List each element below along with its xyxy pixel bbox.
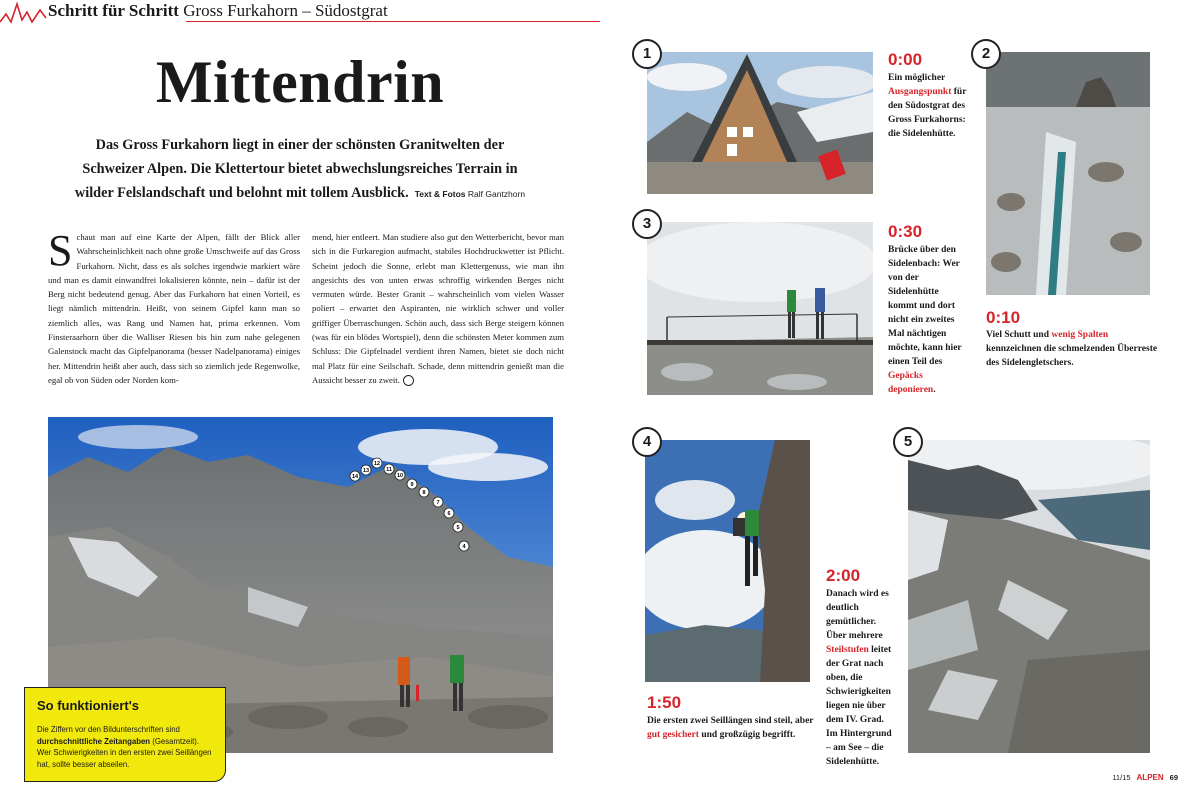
svg-text:11: 11 <box>386 467 392 473</box>
route-marker <box>395 470 405 480</box>
step-3-caption <box>888 243 968 397</box>
svg-text:12: 12 <box>373 461 381 467</box>
step-3-number: 3 <box>632 209 662 239</box>
svg-text:10: 10 <box>396 473 404 479</box>
step-5-highlight: Steilstufen <box>826 645 869 655</box>
svg-text:13: 13 <box>362 468 370 474</box>
photo-3-bridge <box>647 222 873 395</box>
running-header <box>48 1 388 21</box>
svg-text:4: 4 <box>462 544 466 550</box>
body-column-2 <box>312 230 564 387</box>
info-line2: Wer Schwierigkeiten in den ersten zwei Seillängen hat, sollte besser abseilen. <box>37 748 212 769</box>
svg-text:14: 14 <box>351 474 359 480</box>
route-marker <box>459 541 469 551</box>
step-5-number: 5 <box>893 427 923 457</box>
step-4-highlight: gut gesichert <box>647 730 699 740</box>
body-column-1 <box>48 226 300 387</box>
step-1-time: 0:00 <box>888 50 923 69</box>
page-number: 69 <box>1169 773 1178 782</box>
route-marker <box>350 471 360 481</box>
step-4-number: 4 <box>632 427 662 457</box>
route-marker <box>419 487 429 497</box>
step-2-time: 0:10 <box>986 308 1021 327</box>
lede <box>70 133 530 206</box>
svg-text:6: 6 <box>447 511 451 517</box>
credit <box>415 189 525 199</box>
svg-text:9: 9 <box>410 482 414 488</box>
lede-text: Das Gross Furkahorn liegt in einer der schönsten Granitwelten der Schweizer Alpen. Die Klettertour bietet abwechslungsreiches Terrain in wilder Felslandschaft und belohnt mit tollem Ausblick. <box>74 137 518 201</box>
end-mark-icon <box>403 375 414 386</box>
step-2-highlight: wenig Spalten <box>1051 330 1109 340</box>
route-marker <box>453 522 463 532</box>
body-text-2: mend, hier entleert. Man studiere also gut den Wetterbericht, bevor man sich in die Furkaregion aufmacht, stabiles Hochdruckwetter ist Pflicht. Scheint jedoch die Sonne, erlebt man Klettergenuss, wie man ihn angesichts des von unten etwas schroffig wirkenden Berges nicht vermuten würde. Bester Granit – wahrscheinlich vom vielen Wasser poliert – erwartet den Aspiranten, nie wirklich schwer und voller griffiger Überraschungen. Schön auch, dass sich Berge steigern können (was für ein blödes Wortspiel), denn die schönsten Meter kommen zum Schluss: Die Gipfelnadel verdient ihren Namen, bietet sie doch nicht mal Platz für eine Seilschaft. Schade, denn mittendrin genießt man die Aussicht besser zu zweit. <box>312 232 564 385</box>
step-5-pre: Danach wird es deutlich gemütlicher. Über mehrere <box>826 589 889 641</box>
step-3-time: 0:30 <box>888 222 923 241</box>
footer-brand: ALPEN <box>1136 773 1164 782</box>
step-1-post: für den Südostgrat des Gross Furkahorns: die Sidelenhütte. <box>888 87 967 139</box>
info-box <box>24 687 226 782</box>
page-title: Mittendrin <box>155 49 445 115</box>
info-line1: Die Ziffern vor den Bildunterschriften sind <box>37 725 180 734</box>
info-box-text <box>37 724 222 770</box>
zigzag-logo-icon <box>0 0 48 28</box>
step-4-time: 1:50 <box>647 693 682 712</box>
step-4-pre: Die ersten zwei Seillängen sind steil, aber <box>647 716 814 726</box>
header-subject: Gross Furkahorn – Südostgrat <box>183 1 388 20</box>
info-line1-end: (Gesamtzeit). <box>152 736 200 746</box>
photo-5-ridge <box>908 440 1150 753</box>
route-marker <box>384 464 394 474</box>
photo-1-hut <box>647 52 873 194</box>
step-5-post: leitet der Grat nach oben, die Schwierigkeiten liegen nie über dem IV. Grad. Im Hintergrund – am See – die Sidelenhütte. <box>826 645 892 767</box>
route-marker <box>407 479 417 489</box>
step-1-number: 1 <box>632 39 662 69</box>
step-2-pre: Viel Schutt und <box>986 330 1049 340</box>
step-3-post: . <box>933 385 936 395</box>
header-section: Schritt für Schritt <box>48 1 179 20</box>
step-2-post: kennzeichnen die schmelzenden Überreste des Sidelengletschers. <box>986 344 1158 368</box>
header-rule <box>186 21 600 22</box>
drop-cap: S <box>48 226 73 275</box>
page-footer <box>1112 773 1178 782</box>
step-2-number: 2 <box>971 39 1001 69</box>
route-marker <box>444 508 454 518</box>
step-4-caption <box>647 714 827 742</box>
body-text-1: chaut man auf eine Karte der Alpen, fällt der Blick aller Wahrscheinlichkeit nach ohne große Umschweife auf das Gross Furkahorn. Nicht, dass es als solches irgendwie markiert wäre und man es damit einwandfrei lokalisieren könnte, nein – dafür ist der Berg nicht bedeutend genug. Aber das Furkahorn hat einen Vorteil, es liegt nämlich mittendrin. Heißt, von seinem Gipfel kann man so ziemlich alles, was Rang und Namen hat, prima erkennen. Vom Finsteraarhorn über die Walliser Riesen bis hin zum nahe gelegenen Galenstock macht das Gipfelpanorama (besser Nadelpanorama) einiges her. Mittendrin heißt aber auch, dass sich so ziemlich jede Regenwolke, egal ob von Süden oder Norden kom- <box>48 232 300 385</box>
photo-2-glacier <box>986 52 1150 295</box>
step-3-highlight: Gepäcks deponieren <box>888 371 934 395</box>
step-5-time: 2:00 <box>826 566 861 585</box>
route-marker <box>433 497 443 507</box>
step-1-caption <box>888 71 968 141</box>
photo-4-climber <box>645 440 810 682</box>
credit-name: Ralf Gantzhorn <box>467 189 526 199</box>
step-1-highlight: Ausgangspunkt <box>888 87 952 97</box>
credit-label: Text & Fotos <box>414 189 466 199</box>
svg-text:8: 8 <box>422 490 426 496</box>
route-marker <box>361 465 371 475</box>
step-5-caption <box>826 587 896 769</box>
step-3-pre: Brücke über den Sidelenbach: Wer von der Sidelenhütte kommt und dort nicht ein zweites Mal nächtigen möchte, kann hier einen Teil des <box>888 245 962 367</box>
step-2-caption <box>986 328 1161 370</box>
step-1-pre: Ein möglicher <box>888 73 946 83</box>
info-box-title: So funktioniert's <box>37 698 140 713</box>
svg-text:5: 5 <box>456 525 460 531</box>
route-marker <box>372 458 382 468</box>
svg-text:7: 7 <box>436 500 440 506</box>
info-bold: durchschnittliche Zeitangaben <box>37 736 151 746</box>
step-4-post: und großzügig begrifft. <box>701 730 796 740</box>
footer-issue: 11/15 <box>1112 773 1131 782</box>
